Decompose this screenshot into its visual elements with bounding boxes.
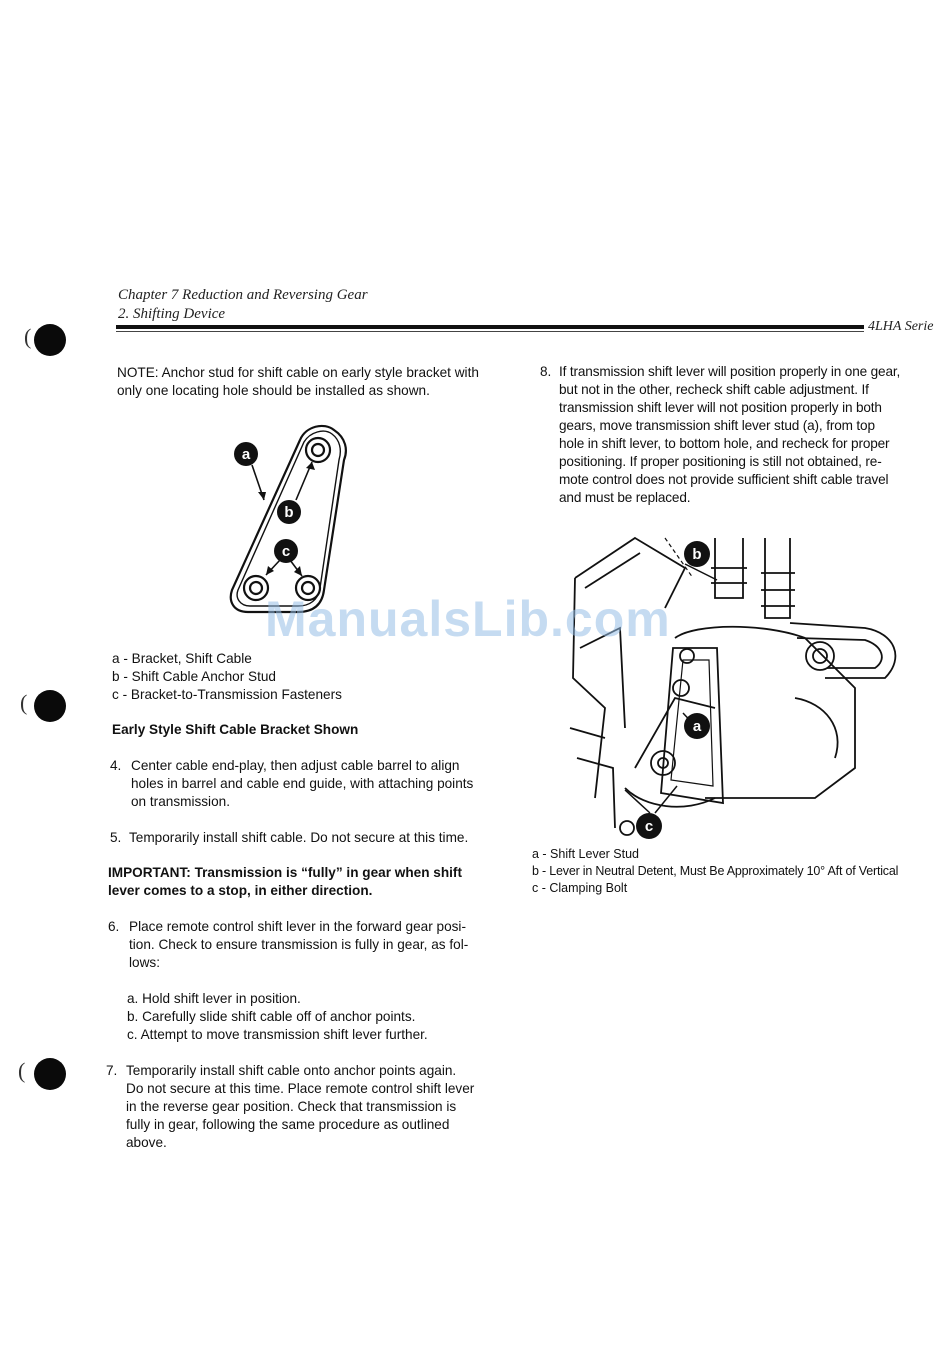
note-text: NOTE: Anchor stud for shift cable on early style bracket with only one locating hole should be installed as shown. <box>117 365 479 398</box>
sub-steps <box>127 990 507 1044</box>
legend-item: a - Shift Lever Stud <box>532 847 640 861</box>
step-7: 7. Temporarily install shift cable onto anchor points again. Do not secure at this time. Place remote control shift lever in the reverse gear position. Check that transmission is fully in gear, following the same procedure as outlined above. <box>106 1063 475 1150</box>
illus-label-b: b <box>692 546 702 563</box>
binder-hole <box>34 690 66 722</box>
header-rule <box>116 325 864 329</box>
binder-hole-mark: ( <box>18 1058 26 1083</box>
legend-item: a - Bracket, Shift Cable <box>112 651 252 666</box>
legend-item: c - Bracket-to-Transmission Fasteners <box>112 687 342 702</box>
important-note: IMPORTANT: Transmission is “fully” in gear when shift lever comes to a stop, in either direction. <box>108 865 462 898</box>
sub-step: b. Carefully slide shift cable off of anchor points. <box>127 1009 416 1024</box>
legend-item: b - Shift Cable Anchor Stud <box>112 669 276 684</box>
label-c: c <box>281 543 291 560</box>
sub-step: c. Attempt to move transmission shift lever further. <box>127 1027 428 1042</box>
header-rule-thin <box>116 331 864 332</box>
watermark: ManualsLib.com <box>265 591 671 647</box>
illustration-legend <box>532 846 942 897</box>
binder-hole-mark: ( <box>20 690 28 715</box>
section-title: 2. Shifting Device <box>118 306 226 322</box>
binder-hole-mark: ( <box>24 324 32 349</box>
bracket-legend <box>112 650 512 704</box>
binder-hole <box>34 324 66 356</box>
step-5: 5. Temporarily install shift cable. Do not secure at this time. <box>110 830 469 845</box>
step-8: 8. If transmission shift lever will position properly in one gear, but not in the other, recheck shift cable adjustment. If transmission shift lever will not position properly in both gears, move transmission shift lever stud (a), from top hole in shift lever, to bottom hole, and recheck for proper positioning. If proper positioning is still not obtained, re- mote control does not provide sufficient shift cable travel and must be replaced. <box>540 364 901 505</box>
label-b: b <box>284 504 294 521</box>
binder-hole <box>34 1058 66 1090</box>
illus-label-c: c <box>644 818 654 835</box>
legend-item: c - Clamping Bolt <box>532 881 628 895</box>
figure-title: Early Style Shift Cable Bracket Shown <box>112 722 359 737</box>
sub-step: a. Hold shift lever in position. <box>127 991 301 1006</box>
legend-item: b - Lever in Neutral Detent, Must Be Approximately 10° Aft of Vertical <box>532 864 899 878</box>
series-label: 4LHA Serie <box>868 319 934 334</box>
chapter-title: Chapter 7 Reduction and Reversing Gear <box>118 287 368 303</box>
illus-label-a: a <box>692 718 702 735</box>
transmission-illustration <box>565 528 910 840</box>
step-4: 4. Center cable end-play, then adjust cable barrel to align holes in barrel and cable end guide, with attaching points on transmission. <box>110 758 474 809</box>
step-6: 6. Place remote control shift lever in the forward gear posi- tion. Check to ensure transmission is fully in gear, as fol- lows: <box>108 919 469 970</box>
label-a: a <box>241 446 251 463</box>
